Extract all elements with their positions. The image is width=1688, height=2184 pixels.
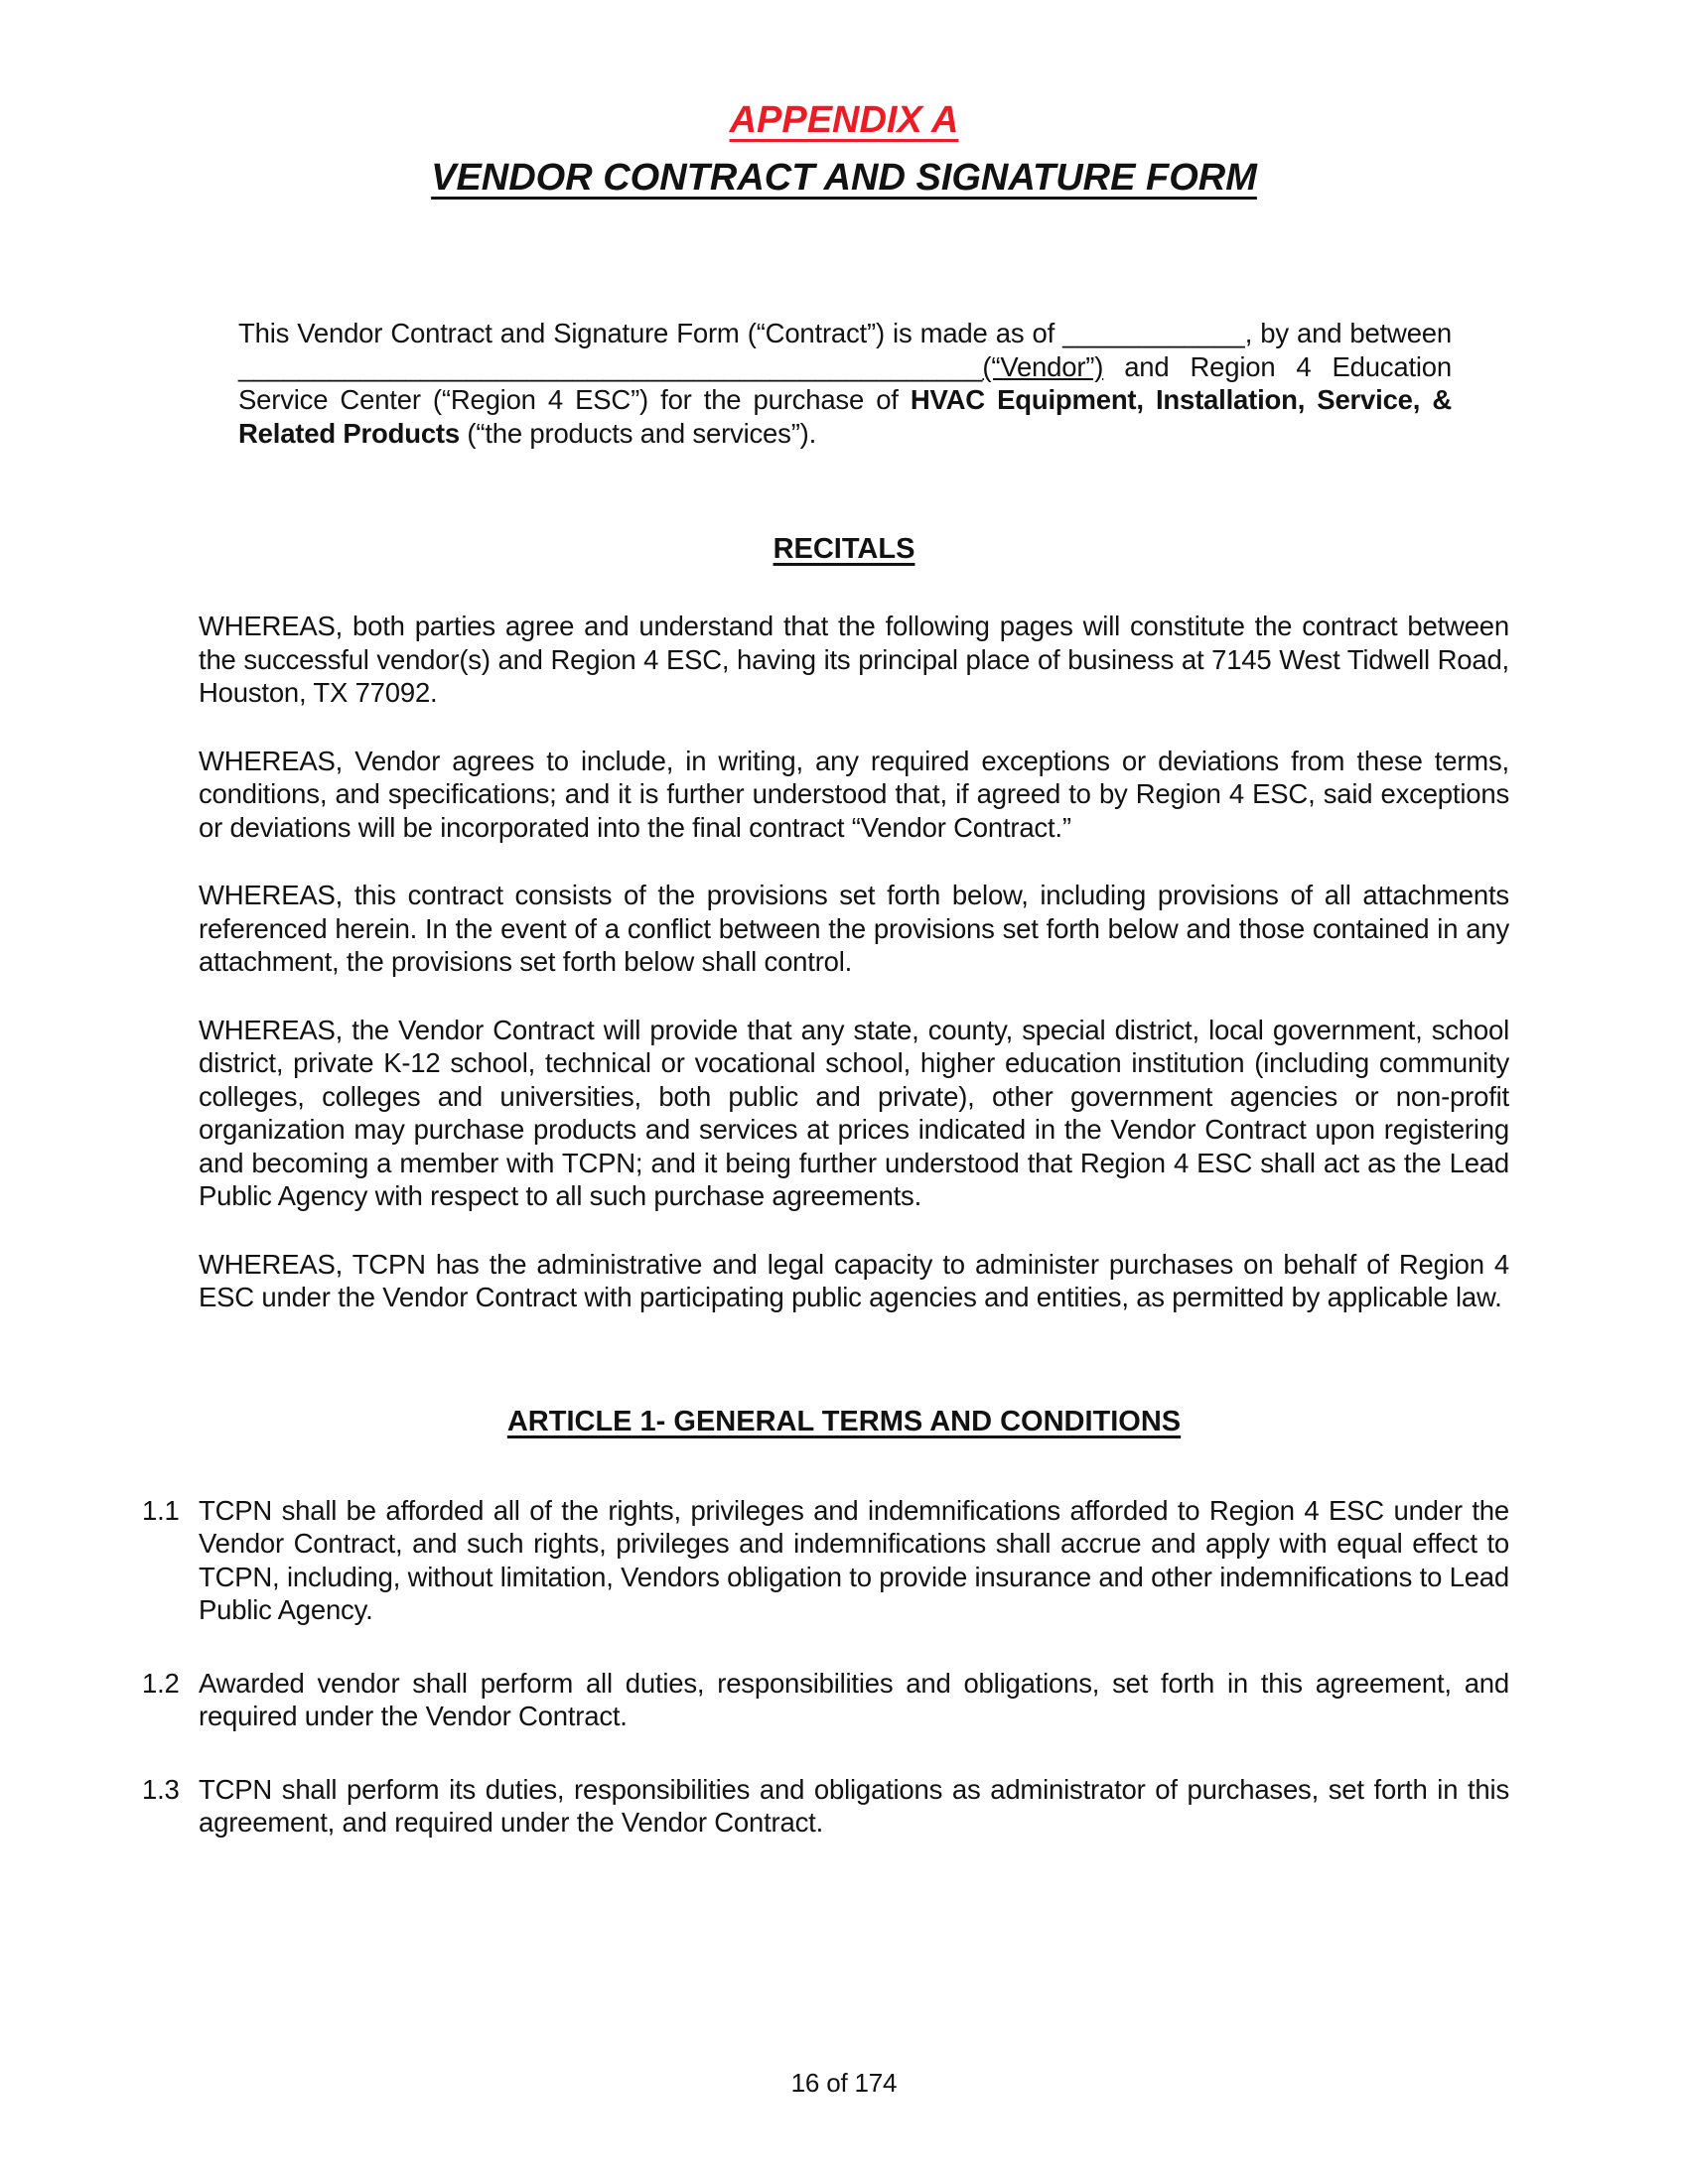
- appendix-title: [0, 0, 1688, 143]
- item-text-1-1: TCPN shall be afforded all of the rights, privileges and indemnifications afforded to Region 4 ESC under the Vendor Contract, and such rights, privileges and indemnifications shall accrue and apply with equal effect to TCPN, including, without limitation, Vendors obligation to provide insurance and other indemnifications to Lead Public Agency.: [199, 1494, 1509, 1626]
- recital-paragraph-4: WHEREAS, the Vendor Contract will provide that any state, county, special district, local government, school district, private K-12 school, technical or vocational school, higher education institution (including community colleges, colleges and universities, both public and private), other government agencies or non-profit organization may purchase products and services at prices indicated in the Vendor Contract upon registering and becoming a member with TCPN; and it being further understood that Region 4 ESC shall act as the Lead Public Agency with respect to all such purchase agreements.: [199, 1014, 1509, 1212]
- intro-segment-4: (“the products and services”).: [459, 417, 817, 449]
- item-text-1-2: Awarded vendor shall perform all duties, responsibilities and obligations, set forth in this agreement, and required under the Vendor Contract.: [199, 1667, 1509, 1732]
- products-and-services-bold: HVAC Equipment, Installation, Service, & Related Products: [238, 384, 1452, 449]
- date-blank-field: ____________: [1062, 318, 1245, 349]
- article1-item-3: [142, 1773, 1509, 1840]
- item-number-1-3: 1.3: [142, 1773, 180, 1805]
- intro-segment-3: and Region 4 Education Service Center (“Region 4 ESC”) for the purchase of: [238, 350, 1452, 416]
- article1-item-2: [142, 1667, 1509, 1733]
- intro-segment-2: , by and between: [1244, 318, 1452, 349]
- article1-heading-text: ARTICLE 1- GENERAL TERMS AND CONDITIONS: [506, 1405, 1182, 1437]
- form-title: [0, 157, 1688, 201]
- recital-paragraph-5: WHEREAS, TCPN has the administrative and legal capacity to administer purchases on behalf of Region 4 ESC under the Vendor Contract with participating public agencies and entities, as permitted by applicable law.: [199, 1248, 1509, 1313]
- vendor-name-blank-field: _________________________________________________: [238, 350, 983, 382]
- recital-paragraph-1: WHEREAS, both parties agree and understand that the following pages will constitute the contract between the successful vendor(s) and Region 4 ESC, having its principal place of business at 7145 West Tidwell Road, Houston, TX 77092.: [199, 611, 1509, 709]
- recitals-heading-text: RECITALS: [773, 533, 915, 566]
- intro-paragraph: [238, 317, 1452, 450]
- recital-paragraph-3: WHEREAS, this contract consists of the provisions set forth below, including provisions of all attachments referenced herein. In the event of a conflict between the provisions set forth below and those contained in any attachment, the provisions set forth below shall control.: [199, 880, 1509, 978]
- intro-segment-1: This Vendor Contract and Signature Form (“Contract”) is made as of: [238, 318, 1063, 349]
- vendor-label: (“Vendor”): [982, 350, 1104, 382]
- page-number: 16 of 174: [790, 2068, 898, 2098]
- article1-item-1: [142, 1494, 1509, 1627]
- article1-heading: [0, 1406, 1688, 1438]
- form-title-text: VENDOR CONTRACT AND SIGNATURE FORM: [431, 156, 1257, 199]
- item-number-1-2: 1.2: [142, 1667, 180, 1699]
- recital-paragraph-2: WHEREAS, Vendor agrees to include, in writing, any required exceptions or deviations from these terms, conditions, and specifications; and it is further understood that, if agreed to by Region 4 ESC, said exceptions or deviations will be incorporated into the final contract “Vendor Contract.”: [199, 745, 1509, 843]
- item-number-1-1: 1.1: [142, 1494, 180, 1526]
- recitals-heading: [0, 533, 1688, 566]
- appendix-title-text: APPENDIX A: [729, 99, 959, 141]
- item-text-1-3: TCPN shall perform its duties, responsibilities and obligations as administrator of purchases, set forth in this agreement, and required under the Vendor Contract.: [199, 1773, 1509, 1839]
